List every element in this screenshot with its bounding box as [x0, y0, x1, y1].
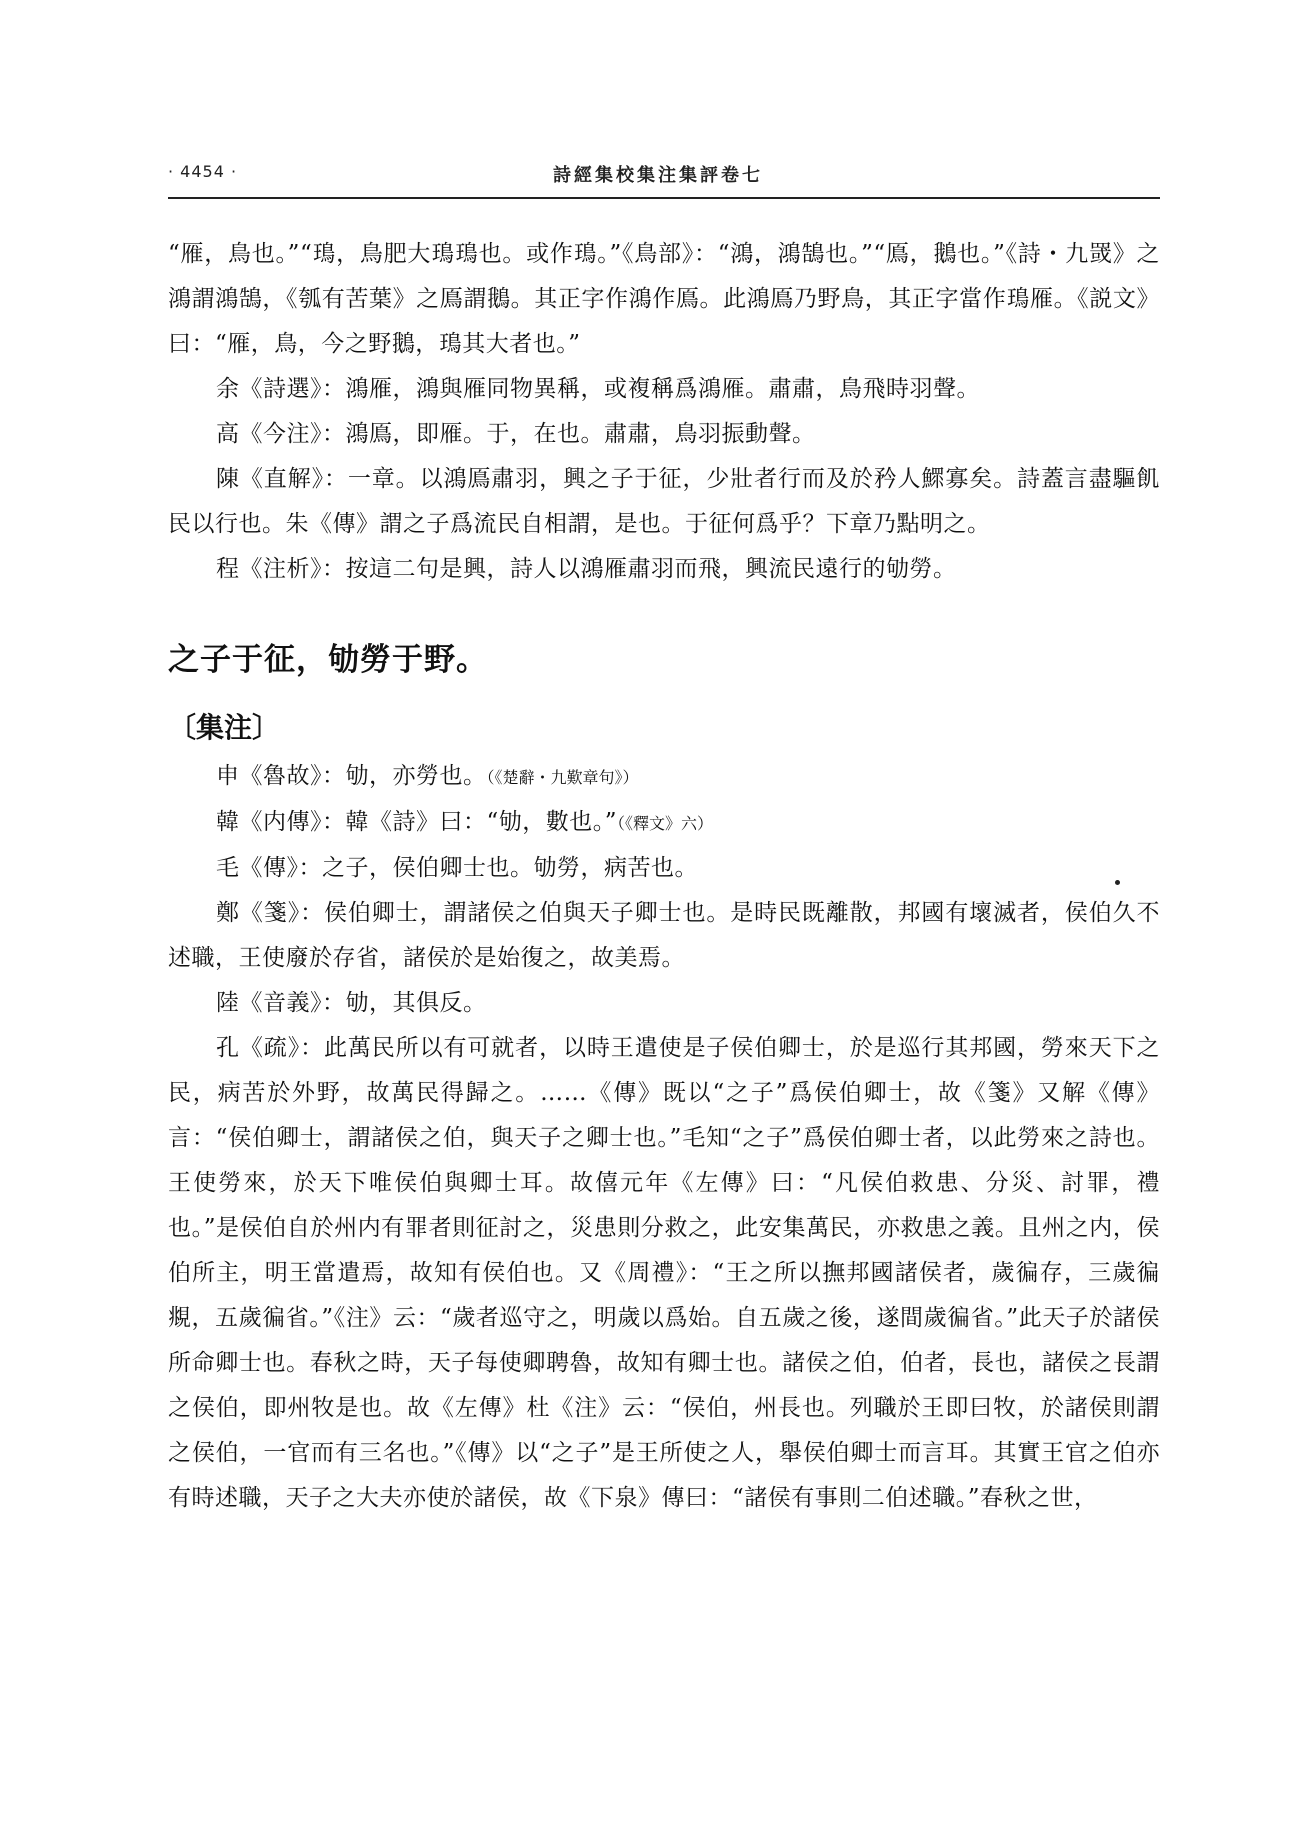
header-rule [168, 197, 1160, 199]
scan-speck [1115, 880, 1120, 885]
note-source: （《釋文》六） [617, 814, 714, 833]
paragraph-lu-yinyi: 陸《音義》：劬，其俱反。 [216, 990, 487, 1016]
page-number: · 4454 · [168, 162, 238, 181]
page-header [168, 162, 1158, 192]
page-body [168, 232, 1160, 1521]
paragraph-mao-zhuan: 毛《傳》：之子，侯伯卿士也。劬勞，病苦也。 [216, 855, 698, 881]
verse-headline: 之子于征，劬勞于野。 [168, 642, 488, 678]
paragraph-yu-shixuan: 余《詩選》：鴻雁，鴻與雁同物異稱，或複稱爲鴻雁。肅肅，鳥飛時羽聲。 [216, 376, 980, 402]
paragraph-zheng-jian: 鄭《箋》：侯伯卿士，謂諸侯之伯與天子卿士也。是時民既離散，邦國有壞滅者，侯伯久不述職，王使廢於存省，諸侯於是始復之，故美焉。 [168, 900, 1160, 971]
note-text: 韓《内傳》：韓《詩》曰：“劬，數也。” [216, 809, 618, 835]
running-title: 詩經集校集注集評卷七 [553, 165, 763, 186]
note-source: （《楚辭・九歎章句》） [486, 768, 639, 787]
paragraph-cheng-zhuxi: 程《注析》：按這二句是興，詩人以鴻雁肅羽而飛，興流民遠行的劬勞。 [216, 556, 957, 582]
paragraph-chen-zhijie: 陳《直解》：一章。以鴻鳫肅羽，興之子于征，少壯者行而及於矜人鰥寡矣。詩蓋言盡驅飢民以行也。朱《傳》謂之子爲流民自相謂，是也。于征何爲乎？下章乃點明之。 [168, 466, 1160, 537]
note-shen-lugu [168, 754, 1160, 800]
section-title-jizhu: 〔集注〕 [168, 711, 281, 744]
note-han-neizhuan [168, 800, 1160, 846]
note-text: 申《魯故》：劬，亦勞也。 [216, 763, 487, 789]
paragraph-kong-shu: 孔《疏》：此萬民所以有可就者，以時王遣使是子侯伯卿士，於是巡行其邦國，勞來天下之民，病苦於外野，故萬民得歸之。……《傳》既以“之子”爲侯伯卿士，故《箋》又解《傳》言：“侯伯卿士，謂諸侯之伯，與天子之卿士也。”毛知“之子”爲侯伯卿士者，以此勞來之詩也。王使勞來，於天下唯侯伯與卿士耳。故僖元年《左傳》曰：“凡侯伯救患、分災、討罪，禮也。”是侯伯自於州内有罪者則征討之，災患則分救之，此安集萬民，亦救患之義。且州之内，侯伯所主，明王當遣焉，故知有侯伯也。又《周禮》：“王之所以撫邦國諸侯者，歲徧存，三歲徧覜，五歲徧省。”《注》云：“歲者巡守之，明歲以爲始。自五歲之後，遂間歲徧省。”此天子於諸侯所命卿士也。春秋之時，天子每使卿聘魯，故知有卿士也。諸侯之伯，伯者，長也，諸侯之長謂之侯伯，即州牧是也。故《左傳》杜《注》云：“侯伯，州長也。列職於王即曰牧，於諸侯則謂之侯伯，一官而有三名也。”《傳》以“之子”是王所使之人，舉侯伯卿士而言耳。其實王官之伯亦有時述職，天子之大夫亦使於諸侯，故《下泉》傳曰：“諸侯有事則二伯述職。”春秋之世， [168, 1035, 1160, 1511]
paragraph-gao-jinzhu: 高《今注》：鴻鳫，即雁。于，在也。肅肅，鳥羽振動聲。 [216, 421, 816, 447]
paragraph-continued: “雁，鳥也。”“鳿，鳥肥大鳿鳿也。或作鳿。”《鳥部》：“鴻，鴻鵠也。”“鳫，鵝也。”《詩・九罭》之鴻謂鴻鵠，《瓠有苦葉》之鳫謂鵝。其正字作鴻作鳫。此鴻鳫乃野鳥，其正字當作鳿雁。《説文》曰：“雁，鳥，今之野鵝，鳿其大者也。” [168, 241, 1160, 357]
